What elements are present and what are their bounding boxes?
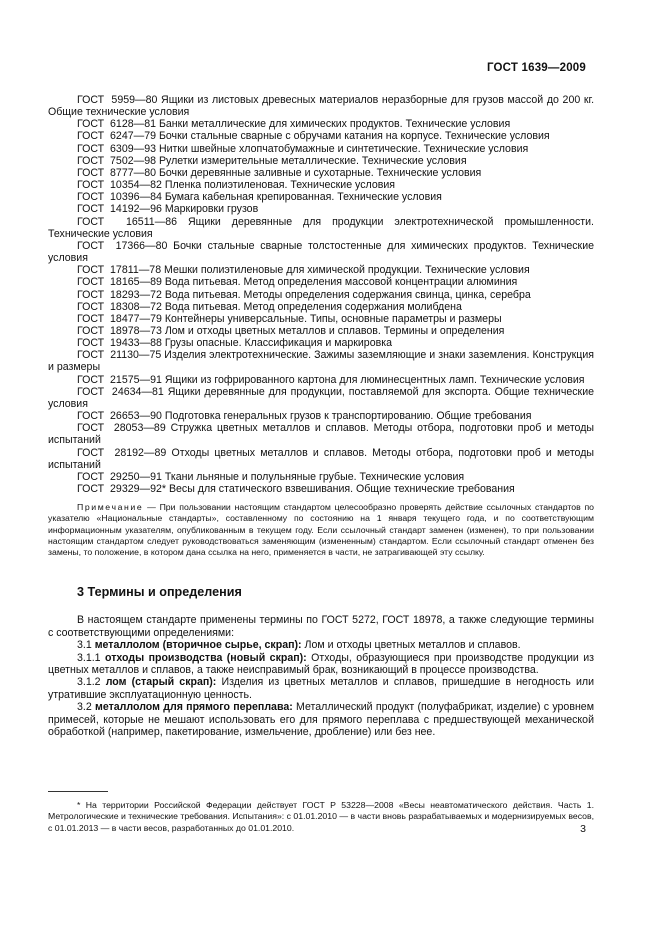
reference-item	[48, 483, 594, 495]
reference-title: Бочки деревянные заливные и сухотарные. Технические условия	[158, 166, 482, 179]
reference-title: Пленка полиэтиленовая. Технические условия	[164, 179, 395, 192]
term-text: Отходы, образующиеся при производстве продукции из цветных металлов и сплавов, а также неисправимый брак, возникающий в процессе производства.	[48, 651, 594, 676]
normative-references-list	[48, 94, 594, 495]
note	[48, 502, 594, 558]
document-header: ГОСТ 1639—2009	[486, 62, 586, 74]
reference-code: ГОСТ 18308—72	[77, 300, 162, 313]
reference-item	[48, 216, 594, 240]
reference-title: Ящики деревянные для продукции, поставляемой для экспорта. Общие технические условия	[48, 385, 595, 410]
reference-item	[48, 94, 594, 118]
reference-title: Вода питьевая. Метод определения содержания молибдена	[164, 300, 462, 313]
term-number: 3.1.1	[77, 651, 101, 664]
reference-code: ГОСТ 6247—79	[77, 130, 156, 143]
reference-title: Бочки стальные сварные с обручами катания на корпусе. Технические условия	[158, 130, 550, 143]
reference-item	[48, 240, 594, 264]
reference-title: Мешки полиэтиленовые для химической продукции. Технические условия	[164, 264, 530, 277]
reference-code: ГОСТ 17366—80	[77, 239, 168, 252]
reference-item	[48, 471, 594, 483]
term-definition	[48, 701, 594, 738]
reference-code: ГОСТ 28192—89	[77, 446, 167, 459]
reference-code: ГОСТ 29329—92*	[77, 483, 166, 495]
reference-title: Рулетки измерительные металлические. Технические условия	[158, 154, 467, 167]
reference-item	[48, 143, 594, 155]
terms-list	[48, 639, 594, 738]
reference-code: ГОСТ 7502—98	[77, 154, 156, 167]
reference-item	[48, 264, 594, 276]
page-content	[48, 94, 594, 738]
reference-title: Лом и отходы цветных металлов и сплавов. Термины и определения	[164, 324, 505, 337]
term-text: Лом и отходы цветных металлов и сплавов.	[304, 639, 521, 652]
footnote: * На территории Российской Федерации действует ГОСТ Р 53228—2008 «Весы неавтоматического действия. Часть 1. Метрологические и технические требования. Испытания»: с 01.01.2010 — в части вновь разрабатываемых и модернизируемых весов, с 01.01.2013 — в части весов, разработанных до 01.01.2010.	[48, 800, 594, 833]
footnote-divider	[48, 791, 108, 792]
reference-title: Контейнеры универсальные. Типы, основные параметры и размеры	[164, 312, 502, 325]
reference-item	[48, 337, 594, 349]
reference-item	[48, 191, 594, 203]
term-number: 3.1.2	[77, 676, 101, 689]
reference-code: ГОСТ 24634—81	[77, 385, 164, 398]
reference-item	[48, 374, 594, 386]
reference-code: ГОСТ 21130—75	[77, 349, 162, 362]
reference-title: Банки металлические для химических продуктов. Технические условия	[158, 118, 511, 131]
reference-item	[48, 325, 594, 337]
reference-code: ГОСТ 28053—89	[77, 422, 166, 435]
section-title: 3 Термины и определения	[77, 585, 242, 600]
reference-title: Ткани льняные и полульняные грубые. Технические условия	[164, 470, 465, 483]
reference-title: Подготовка генеральных грузов к транспортированию. Общие требования	[164, 410, 532, 423]
reference-code: ГОСТ 10396—84	[77, 191, 162, 204]
reference-title: Вода питьевая. Методы определения содержания свинца, цинка, серебра	[164, 288, 531, 301]
reference-code: ГОСТ 16511—86	[77, 215, 178, 228]
term-text: Металлический продукт (полуфабрикат, изделие) с уровнем примесей, которые не мешают использовать его для прямого переплава с предшествующей механической обработкой (например, пакетирование, измельчение, дробление) или без нее.	[48, 701, 594, 738]
term-name: металлолом (вторичное сырье, скрап):	[94, 639, 302, 652]
reference-code: ГОСТ 29250—91	[77, 470, 162, 483]
reference-item	[48, 349, 594, 373]
reference-title: Бумага кабельная крепированная. Технические условия	[164, 191, 442, 204]
reference-code: ГОСТ 5959—80	[77, 94, 158, 106]
section-intro: В настоящем стандарте применены термины по ГОСТ 5272, ГОСТ 18978, а также следующие термины с соответствующими определениями:	[48, 614, 594, 639]
reference-title: Весы для статического взвешивания. Общие технические требования	[168, 483, 515, 495]
reference-code: ГОСТ 18165—89	[77, 276, 162, 289]
reference-item	[48, 155, 594, 167]
reference-item	[48, 313, 594, 325]
reference-item	[48, 447, 594, 471]
reference-item	[48, 118, 594, 130]
reference-item	[48, 301, 594, 313]
term-definition	[48, 676, 594, 701]
reference-item	[48, 130, 594, 142]
reference-code: ГОСТ 18978—73	[77, 324, 162, 337]
reference-title: Грузы опасные. Классификация и маркировка	[164, 337, 392, 350]
reference-code: ГОСТ 18293—72	[77, 288, 162, 301]
term-text: Изделия из цветных металлов и сплавов, пришедшие в негодность или утратившие эксплуатационную ценность.	[48, 676, 594, 701]
reference-title: Нитки швейные хлопчатобумажные и синтетические. Технические условия	[158, 142, 529, 155]
term-name: металлолом для прямого переплава:	[95, 701, 293, 714]
reference-item	[48, 167, 594, 179]
term-definition	[48, 652, 594, 677]
reference-title: Ящики из листовых древесных материалов неразборные для грузов массой до 200 кг. Общие технические условия	[48, 94, 595, 119]
reference-title: Вода питьевая. Метод определения массовой концентрации алюминия	[164, 276, 518, 289]
reference-code: ГОСТ 6128—81	[77, 118, 156, 131]
reference-code: ГОСТ 18477—79	[77, 312, 162, 325]
reference-item	[48, 386, 594, 410]
page-number: 3	[580, 823, 586, 835]
reference-title: Отходы цветных металлов и сплавов. Методы отбора, подготовки проб и методы испытаний	[48, 446, 595, 471]
note-text: — При пользовании настоящим стандартом целесообразно проверять действие ссылочных стандартов по указателю «Национальные стандарты», составленному по состоянию на 1 января текущего года, и по соответствующим информационным указателям, опубликованным в текущем году. Если ссылочный стандарт заменен (изменен), то при пользовании настоящим стандартом следует руководствоваться заменяющим (измененным) стандартом. Если ссылочный стандарт отменен без замены, то положение, в котором дана ссылка на него, применяется в части, не затрагивающей эту ссылку.	[48, 502, 595, 557]
reference-code: ГОСТ 17811—78	[77, 264, 162, 277]
term-number: 3.2	[77, 701, 92, 714]
reference-title: Ящики деревянные для продукции электротехнической промышленности. Технические условия	[48, 215, 594, 240]
term-name: лом (старый скрап):	[105, 676, 217, 689]
term-name: отходы производства (новый скрап):	[105, 651, 307, 664]
reference-title: Бочки стальные сварные толстостенные для химических продуктов. Технические условия	[48, 239, 595, 265]
reference-code: ГОСТ 21575—91	[77, 373, 162, 386]
term-number: 3.1	[77, 639, 92, 652]
reference-item	[48, 203, 594, 215]
reference-title: Ящики из гофрированного картона для люминесцентных ламп. Технические условия	[164, 373, 585, 386]
reference-title: Маркировки грузов	[164, 203, 259, 216]
reference-item	[48, 276, 594, 288]
reference-code: ГОСТ 14192—96	[77, 203, 162, 216]
reference-item	[48, 410, 594, 422]
reference-code: ГОСТ 8777—80	[77, 166, 156, 179]
reference-code: ГОСТ 19433—88	[77, 337, 162, 350]
reference-title: Стружка цветных металлов и сплавов. Методы отбора, подготовки проб и методы испытаний	[48, 422, 595, 447]
reference-item	[48, 289, 594, 301]
note-label: Примечание	[77, 502, 144, 513]
reference-code: ГОСТ 26653—90	[77, 410, 162, 423]
reference-item	[48, 179, 594, 191]
reference-code: ГОСТ 6309—93	[77, 142, 156, 155]
reference-title: Изделия электротехнические. Зажимы заземляющие и знаки заземления. Конструкция и размеры	[48, 349, 594, 374]
term-definition	[48, 639, 594, 651]
reference-item	[48, 422, 594, 446]
reference-code: ГОСТ 10354—82	[77, 179, 162, 192]
